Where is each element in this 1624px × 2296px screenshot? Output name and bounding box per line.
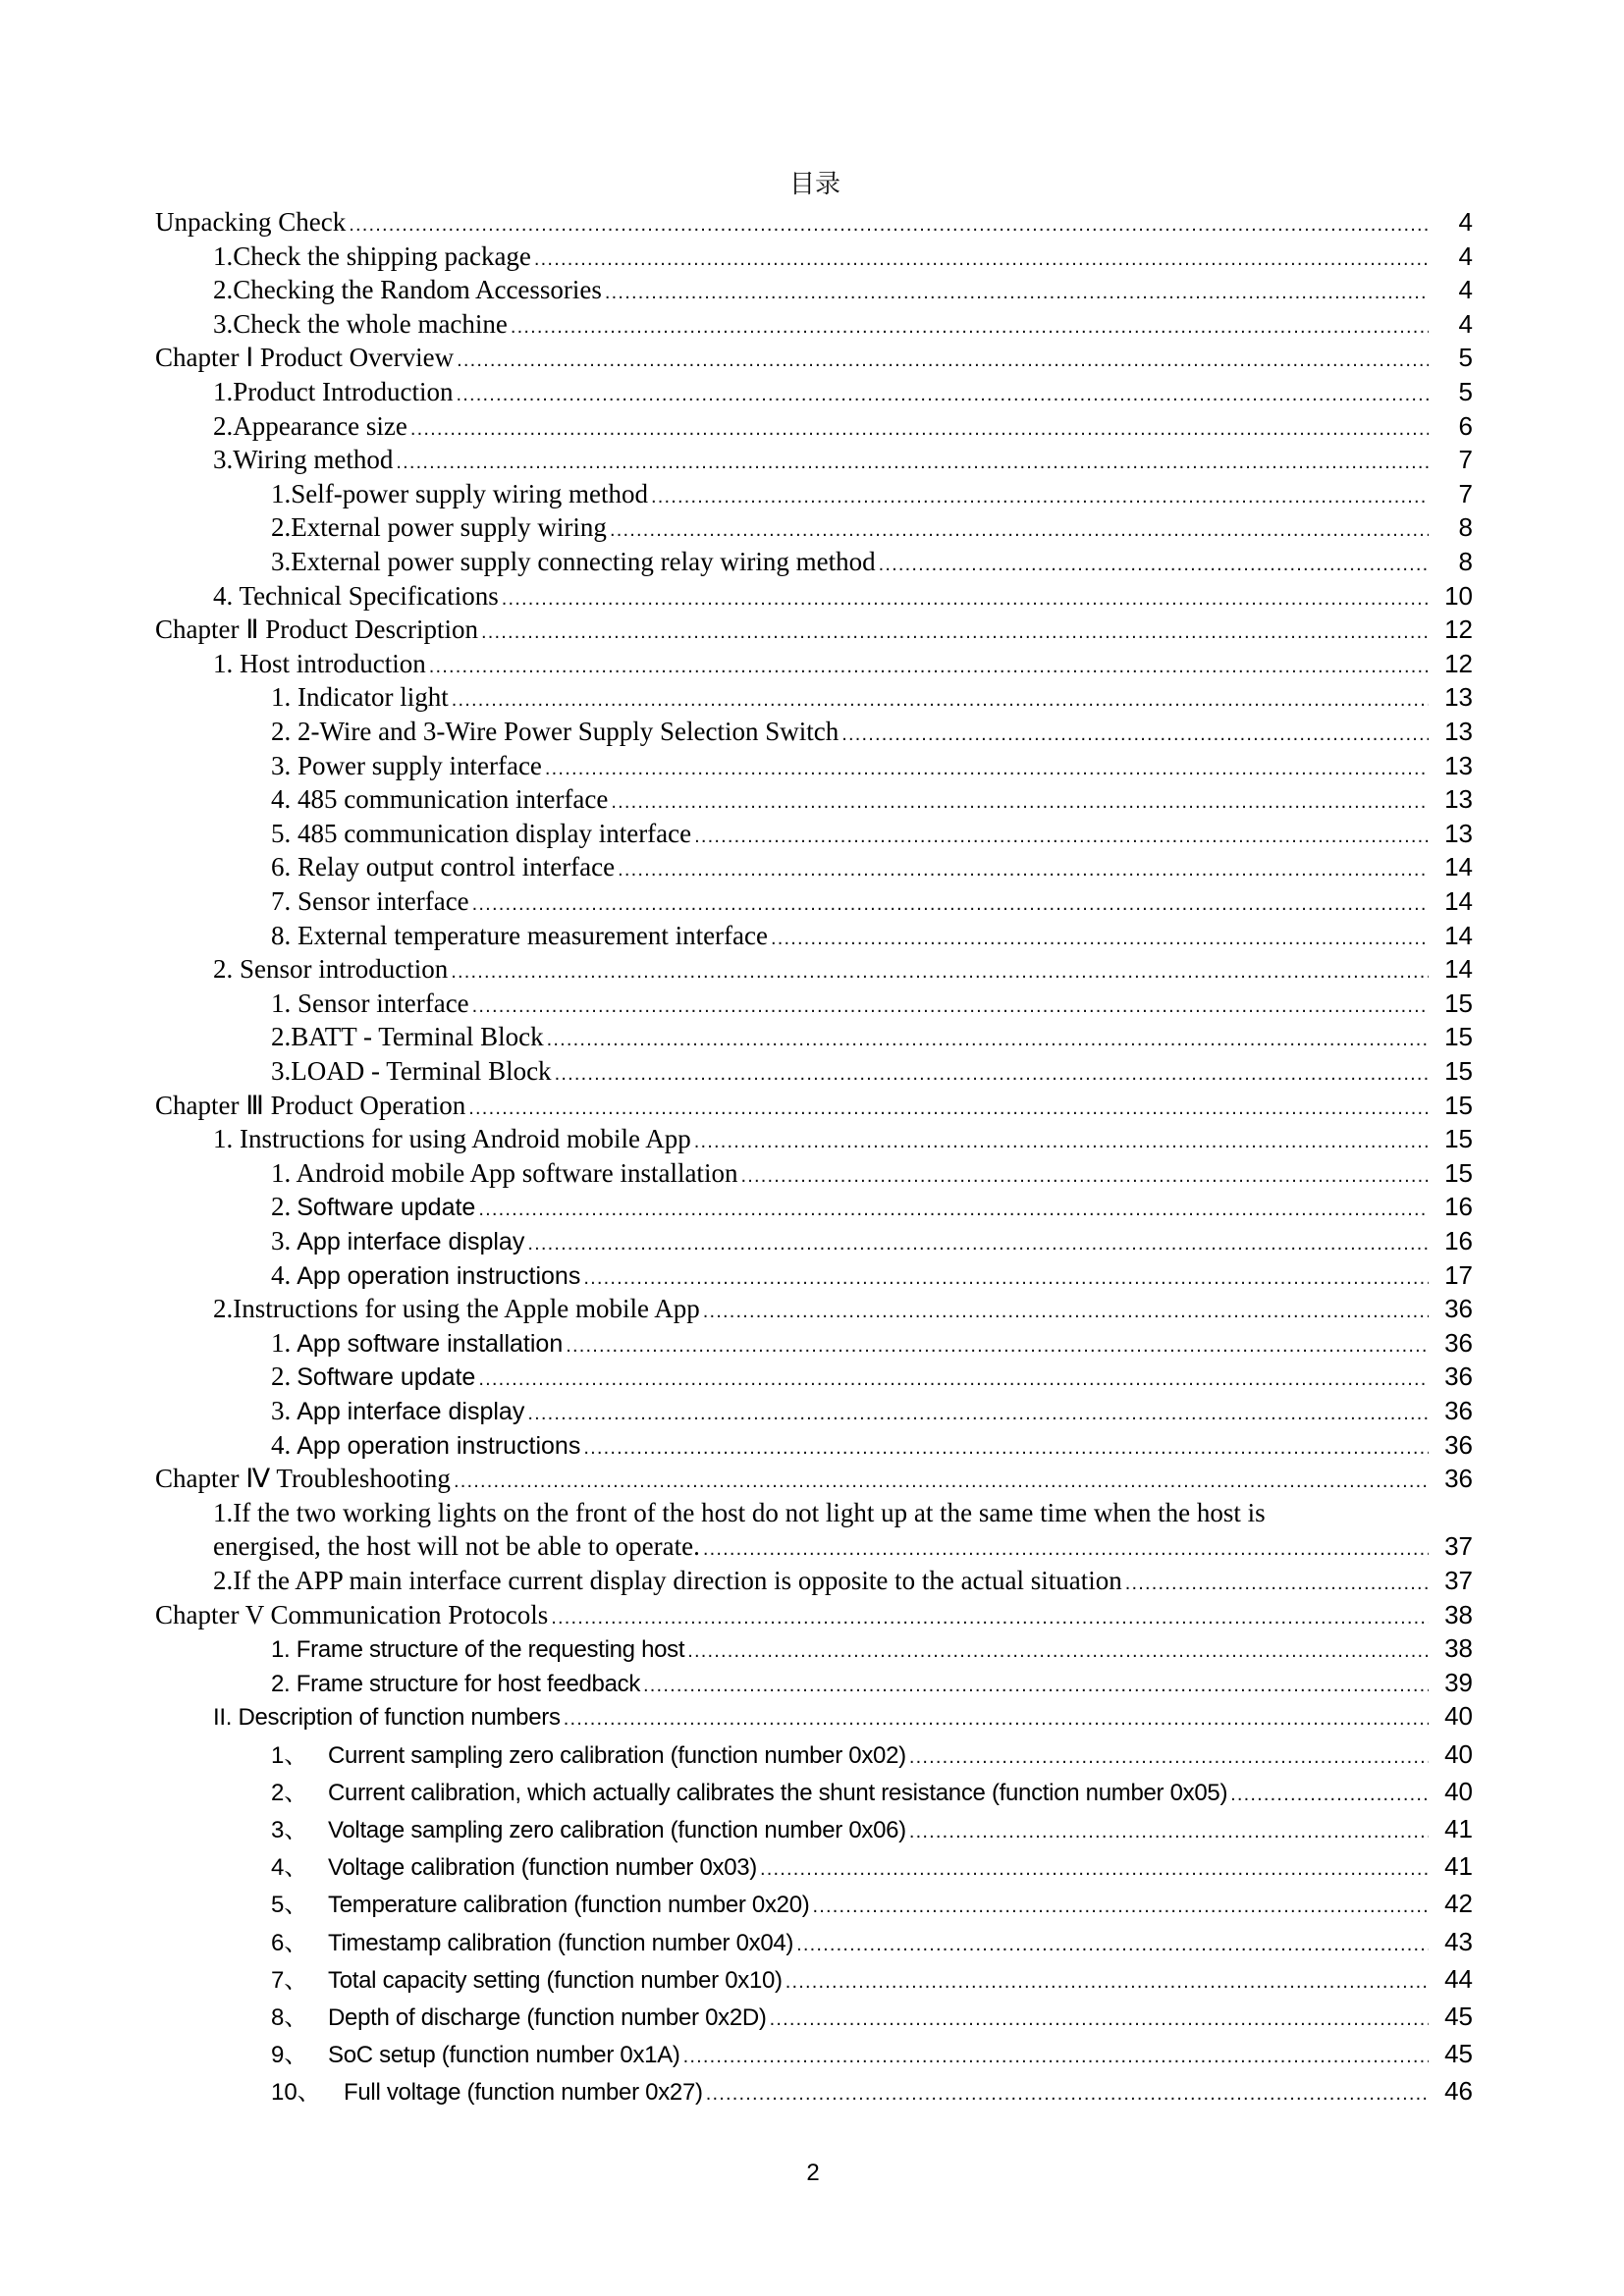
toc-entry[interactable] xyxy=(271,1360,1473,1393)
toc-entry[interactable] xyxy=(271,1054,1473,1088)
toc-entry[interactable] xyxy=(213,409,1473,443)
toc-entry-page-number: 4 xyxy=(1458,240,1473,271)
toc-entry-page-number: 15 xyxy=(1444,988,1473,1018)
toc-entry-label: Unpacking Check xyxy=(155,207,347,237)
toc-entry-page-number: 13 xyxy=(1444,818,1473,848)
toc-entry-page-number: 15 xyxy=(1444,1056,1473,1086)
dot-leader xyxy=(610,513,1429,547)
toc-entry-number: 3. xyxy=(271,1396,292,1425)
toc-entry[interactable] xyxy=(271,1925,1473,1958)
dot-leader xyxy=(651,480,1429,513)
toc-entry[interactable] xyxy=(271,2037,1473,2070)
dot-leader xyxy=(909,1815,1429,1848)
toc-entry[interactable] xyxy=(213,307,1473,341)
toc-entry-page-number: 37 xyxy=(1444,1566,1473,1595)
toc-entry-label: 3.Wiring method xyxy=(213,445,394,475)
toc-entry-label: Current calibration, which actually calibrates the shunt resistance (function number 0x05) xyxy=(328,1779,1228,1806)
dot-leader xyxy=(706,2077,1429,2110)
toc-entry-page-number: 36 xyxy=(1444,1396,1473,1425)
toc-entry-label: Total capacity setting (function number 0x10) xyxy=(328,1966,783,1994)
toc-entry[interactable] xyxy=(155,613,1473,646)
dot-leader xyxy=(605,276,1429,309)
dot-leader xyxy=(703,1295,1429,1328)
toc-entry-page-number: 10 xyxy=(1444,580,1473,611)
toc-entry[interactable] xyxy=(271,782,1473,816)
dot-leader xyxy=(555,1057,1429,1091)
toc-entry-label: 8. External temperature measurement interface xyxy=(271,920,768,950)
toc-entry-number: 3. xyxy=(271,1226,292,1255)
toc-entry-label: 3.External power supply connecting relay wiring method xyxy=(271,547,876,576)
dot-leader xyxy=(812,1890,1429,1923)
toc-entry-page-number: 15 xyxy=(1444,1157,1473,1188)
toc-entry[interactable] xyxy=(271,1631,1473,1665)
toc-entry-label: 4. 485 communication interface xyxy=(271,784,609,815)
dot-leader xyxy=(740,1159,1429,1193)
toc-entry[interactable] xyxy=(271,884,1473,918)
toc-entry[interactable] xyxy=(213,1564,1473,1597)
dot-leader xyxy=(547,1023,1429,1056)
dot-leader xyxy=(478,1193,1429,1226)
toc-entry-page-number: 5 xyxy=(1458,343,1473,373)
dot-leader xyxy=(694,820,1429,853)
toc-entry[interactable] xyxy=(271,749,1473,782)
toc-entry[interactable] xyxy=(271,510,1473,544)
dot-leader xyxy=(456,378,1429,411)
dot-leader xyxy=(879,548,1429,581)
toc-entry[interactable] xyxy=(271,919,1473,952)
dot-leader xyxy=(583,1261,1429,1295)
toc-entry-number: 2. xyxy=(271,1362,292,1392)
toc-entry-number: 4、 xyxy=(271,1854,308,1882)
toc-entry-number: 4. xyxy=(271,1259,292,1290)
toc-entry[interactable] xyxy=(155,341,1473,374)
toc-entry[interactable] xyxy=(271,1394,1473,1427)
toc-entry-label: Full voltage (function number 0x27) xyxy=(344,2079,703,2107)
dot-leader xyxy=(618,853,1429,886)
toc-entry-page-number: 15 xyxy=(1444,1124,1473,1154)
toc-entry[interactable] xyxy=(271,1258,1473,1292)
toc-entry[interactable] xyxy=(271,2000,1473,2033)
toc-entry-page-number: 42 xyxy=(1444,1889,1473,1919)
dot-leader xyxy=(478,1362,1429,1396)
dot-leader xyxy=(452,683,1429,717)
dot-leader xyxy=(349,208,1429,241)
dot-leader xyxy=(760,1852,1429,1886)
toc-entry-page-number: 8 xyxy=(1458,512,1473,543)
dot-leader xyxy=(643,1669,1429,1702)
toc-entry-page-number: 15 xyxy=(1444,1090,1473,1120)
dot-leader xyxy=(454,1465,1429,1498)
dot-leader xyxy=(396,446,1429,479)
dot-leader xyxy=(1125,1567,1429,1600)
toc-entry[interactable] xyxy=(271,545,1473,578)
toc-entry-label: Chapter V Communication Protocols xyxy=(155,1599,549,1629)
dot-leader xyxy=(472,887,1429,921)
toc-entry[interactable] xyxy=(213,273,1473,306)
dot-leader xyxy=(909,1740,1429,1774)
toc-entry-label: 2. Sensor introduction xyxy=(213,954,449,985)
toc-entry-page-number: 17 xyxy=(1444,1259,1473,1290)
dot-leader xyxy=(770,2002,1429,2036)
dot-leader xyxy=(527,1397,1429,1430)
dot-leader xyxy=(527,1227,1429,1260)
dot-leader xyxy=(583,1431,1429,1465)
toc-entry-label: 2. 2-Wire and 3-Wire Power Supply Selection Switch xyxy=(271,717,839,746)
toc-entry-number: 7、 xyxy=(271,1966,308,1994)
toc-entry-page-number: 40 xyxy=(1444,1701,1473,1732)
toc-entry-label: 1. Frame structure of the requesting host xyxy=(271,1636,685,1664)
toc-entry-page-number: 13 xyxy=(1444,784,1473,815)
toc-entry-label: 2.Appearance size xyxy=(213,410,407,441)
toc-entry-number: 1. xyxy=(271,1327,292,1358)
toc-entry-label: 2.External power supply wiring xyxy=(271,512,607,543)
toc-entry-number: 6、 xyxy=(271,1929,308,1956)
toc-entry-page-number: 7 xyxy=(1458,478,1473,508)
toc-entry-wrapped-first-line[interactable]: 1.If the two working lights on the front of the host do not light up at the same time when the host is xyxy=(213,1497,1266,1527)
toc-entry[interactable] xyxy=(155,1462,1473,1495)
dot-leader xyxy=(611,785,1429,819)
dot-leader xyxy=(457,344,1429,377)
dot-leader xyxy=(841,718,1429,751)
toc-entry-label: 1.Product Introduction xyxy=(213,377,454,406)
toc-entry-label: 1. Android mobile App software installation xyxy=(271,1157,738,1188)
toc-entry[interactable] xyxy=(271,1887,1473,1920)
dot-leader xyxy=(545,752,1429,785)
toc-entry[interactable] xyxy=(271,1156,1473,1190)
toc-entry-page-number: 45 xyxy=(1444,2002,1473,2031)
toc-entry-label: Chapter Ⅰ Product Overview xyxy=(155,343,455,373)
toc-entry[interactable] xyxy=(271,987,1473,1020)
toc-entry-page-number: 45 xyxy=(1444,2039,1473,2069)
toc-entry[interactable] xyxy=(271,817,1473,850)
toc-entry-label: Voltage sampling zero calibration (function number 0x06) xyxy=(328,1817,906,1843)
toc-entry-label: App operation instructions xyxy=(297,1261,581,1290)
dot-leader xyxy=(796,1928,1429,1961)
toc-entry[interactable] xyxy=(155,1598,1473,1631)
toc-entry[interactable] xyxy=(271,1737,1473,1771)
toc-entry-label: 2.Instructions for using the Apple mobile App xyxy=(213,1294,700,1324)
toc-entry-page-number: 15 xyxy=(1444,1022,1473,1052)
toc-entry-page-number: 7 xyxy=(1458,445,1473,475)
toc-entry-page-number: 43 xyxy=(1444,1926,1473,1956)
toc-entry[interactable] xyxy=(213,647,1473,680)
toc-entry-label: Chapter Ⅳ Troubleshooting xyxy=(155,1464,451,1494)
toc-entry[interactable] xyxy=(271,477,1473,510)
toc-entry-label: App software installation xyxy=(297,1329,564,1358)
toc-entry-label: Depth of discharge (function number 0x2D) xyxy=(328,2004,767,2031)
dot-leader xyxy=(534,242,1429,276)
dot-leader xyxy=(1230,1778,1429,1811)
toc-entry-label: Current sampling zero calibration (function number 0x02) xyxy=(328,1741,906,1769)
page-footer-number: 2 xyxy=(806,2160,820,2186)
dot-leader xyxy=(771,922,1429,955)
toc-entry-label: 2.Checking the Random Accessories xyxy=(213,275,602,305)
toc-entry-label: 7. Sensor interface xyxy=(271,886,469,916)
toc-entry-page-number: 13 xyxy=(1444,717,1473,746)
toc-entry-label: 2.BATT - Terminal Block xyxy=(271,1022,544,1052)
toc-entry-number: 2、 xyxy=(271,1779,308,1806)
toc-entry-page-number: 16 xyxy=(1444,1192,1473,1222)
toc-entry-page-number: 37 xyxy=(1444,1531,1473,1562)
toc-entry-page-number: 4 xyxy=(1458,308,1473,339)
toc-entry-page-number: 14 xyxy=(1444,852,1473,882)
dot-leader xyxy=(703,1532,1429,1566)
toc-entry-page-number: 40 xyxy=(1444,1738,1473,1769)
toc-entry-label: 6. Relay output control interface xyxy=(271,852,616,882)
toc-entry-label: 1. Instructions for using Android mobile App xyxy=(213,1124,691,1154)
toc-entry[interactable] xyxy=(271,1812,1473,1845)
toc-entry-label: Voltage calibration (function number 0x03) xyxy=(328,1854,758,1882)
toc-entry-page-number: 41 xyxy=(1444,1814,1473,1843)
toc-entry-number: 8、 xyxy=(271,2004,308,2031)
dot-leader xyxy=(481,615,1429,649)
toc-entry-number: 3、 xyxy=(271,1817,308,1843)
toc-entry-page-number: 41 xyxy=(1444,1851,1473,1882)
dot-leader xyxy=(472,989,1429,1023)
toc-entry[interactable] xyxy=(271,1775,1473,1808)
toc-entry-number: 1、 xyxy=(271,1741,308,1769)
toc-entry-label: 2.If the APP main interface current display direction is opposite to the actual situation xyxy=(213,1566,1122,1595)
toc-entry-page-number: 40 xyxy=(1444,1776,1473,1806)
toc-entry[interactable] xyxy=(271,1020,1473,1053)
toc-entry-page-number: 38 xyxy=(1444,1599,1473,1629)
toc-entry-page-number: 12 xyxy=(1444,648,1473,678)
toc-entry-label: SoC setup (function number 0x1A) xyxy=(328,2042,680,2069)
toc-entry[interactable] xyxy=(213,1122,1473,1155)
toc-entry-page-number: 4 xyxy=(1458,275,1473,305)
toc-entry-number: 10、 xyxy=(271,2079,321,2107)
toc-entry-page-number: 8 xyxy=(1458,547,1473,576)
toc-entry-page-number: 13 xyxy=(1444,750,1473,780)
toc-entry-number: 4. xyxy=(271,1429,292,1460)
toc-entry[interactable] xyxy=(213,579,1473,613)
toc-entry[interactable] xyxy=(271,1962,1473,1996)
toc-entry-label: 3.LOAD - Terminal Block xyxy=(271,1056,552,1086)
toc-entry[interactable] xyxy=(213,1529,1473,1563)
toc-entry-page-number: 36 xyxy=(1444,1362,1473,1392)
toc-entry-page-number: 39 xyxy=(1444,1667,1473,1697)
toc-entry-label: App interface display xyxy=(297,1398,525,1425)
toc-entry-label: 2. Frame structure for host feedback xyxy=(271,1670,641,1697)
dot-leader xyxy=(785,1965,1429,1999)
toc-entry-page-number: 13 xyxy=(1444,682,1473,713)
toc-entry-page-number: 36 xyxy=(1444,1327,1473,1358)
dot-leader xyxy=(551,1601,1429,1634)
toc-entry[interactable] xyxy=(213,240,1473,273)
dot-leader xyxy=(566,1329,1429,1362)
toc-entry-number: 2. xyxy=(271,1192,292,1222)
toc-entry[interactable] xyxy=(271,850,1473,883)
toc-entry[interactable] xyxy=(271,1849,1473,1883)
toc-entry-label: Chapter Ⅱ Product Description xyxy=(155,614,478,645)
toc-entry[interactable] xyxy=(213,952,1473,986)
toc-entry-label: 4. Technical Specifications xyxy=(213,580,499,611)
toc-entry-label: energised, the host will not be able to operate. xyxy=(213,1531,700,1562)
dot-leader xyxy=(468,1092,1429,1125)
toc-entry-label: 1. Host introduction xyxy=(213,648,426,678)
toc-entry-page-number: 14 xyxy=(1444,920,1473,950)
toc-entry-page-number: 14 xyxy=(1444,886,1473,916)
toc-entry-page-number: 5 xyxy=(1458,377,1473,406)
toc-entry[interactable] xyxy=(271,715,1473,748)
dot-leader xyxy=(410,412,1429,446)
toc-entry-page-number: 14 xyxy=(1444,954,1473,985)
toc-entry-page-number: 44 xyxy=(1444,1963,1473,1994)
toc-entry-label: Software update xyxy=(297,1363,476,1392)
dot-leader xyxy=(694,1125,1429,1158)
toc-entry-label: 1.Check the shipping package xyxy=(213,240,531,271)
toc-entry-label: App interface display xyxy=(297,1228,525,1255)
toc-entry-page-number: 36 xyxy=(1444,1464,1473,1494)
toc-entry-label: 1. Sensor interface xyxy=(271,988,469,1018)
toc-entry-page-number: 12 xyxy=(1444,614,1473,645)
dot-leader xyxy=(683,2040,1429,2073)
dot-leader xyxy=(451,955,1429,988)
toc-entry-number: 9、 xyxy=(271,2042,308,2069)
toc-entry[interactable] xyxy=(271,2074,1473,2108)
toc-title: 目录 xyxy=(788,170,840,199)
toc-entry[interactable] xyxy=(271,1326,1473,1360)
dot-leader xyxy=(564,1702,1429,1735)
toc-entry-page-number: 36 xyxy=(1444,1294,1473,1324)
toc-entry-label: Timestamp calibration (function number 0x04) xyxy=(328,1929,794,1956)
toc-entry-label: 1. Indicator light xyxy=(271,682,449,713)
toc-entry-label: Chapter Ⅲ Product Operation xyxy=(155,1090,466,1120)
toc-entry-page-number: 16 xyxy=(1444,1226,1473,1255)
toc-entry-label: 1.Self-power supply wiring method xyxy=(271,478,648,508)
toc-entry-page-number: 4 xyxy=(1458,207,1473,237)
dot-leader xyxy=(511,310,1429,344)
toc-entry[interactable] xyxy=(271,1190,1473,1223)
toc-entry-page-number: 46 xyxy=(1444,2076,1473,2107)
toc-entry[interactable] xyxy=(213,443,1473,476)
toc-entry[interactable] xyxy=(271,1224,1473,1257)
toc-entry-number: 5、 xyxy=(271,1892,308,1919)
toc-entry-label: Temperature calibration (function number 0x20) xyxy=(328,1892,810,1919)
toc-entry-label: Software update xyxy=(297,1194,476,1222)
toc-entry-label: 3.Check the whole machine xyxy=(213,308,508,339)
dot-leader xyxy=(687,1634,1429,1668)
toc-entry-label: 3. Power supply interface xyxy=(271,750,542,780)
toc-entry[interactable] xyxy=(271,1428,1473,1462)
toc-entry-page-number: 6 xyxy=(1458,410,1473,441)
toc-entry[interactable] xyxy=(213,1699,1473,1733)
toc-entry[interactable] xyxy=(271,680,1473,714)
toc-entry[interactable] xyxy=(271,1666,1473,1699)
toc-entry-label: App operation instructions xyxy=(297,1431,581,1460)
toc-entry-label: II. Description of function numbers xyxy=(213,1704,561,1732)
toc-entry[interactable] xyxy=(213,375,1473,408)
toc-entry[interactable] xyxy=(155,205,1473,239)
toc-entry[interactable] xyxy=(155,1089,1473,1122)
toc-entry-label: 5. 485 communication display interface xyxy=(271,818,692,848)
toc-entry[interactable] xyxy=(213,1292,1473,1325)
dot-leader xyxy=(429,650,1429,683)
dot-leader xyxy=(502,582,1429,615)
toc-entry-page-number: 36 xyxy=(1444,1429,1473,1460)
toc-entry-page-number: 38 xyxy=(1444,1633,1473,1664)
